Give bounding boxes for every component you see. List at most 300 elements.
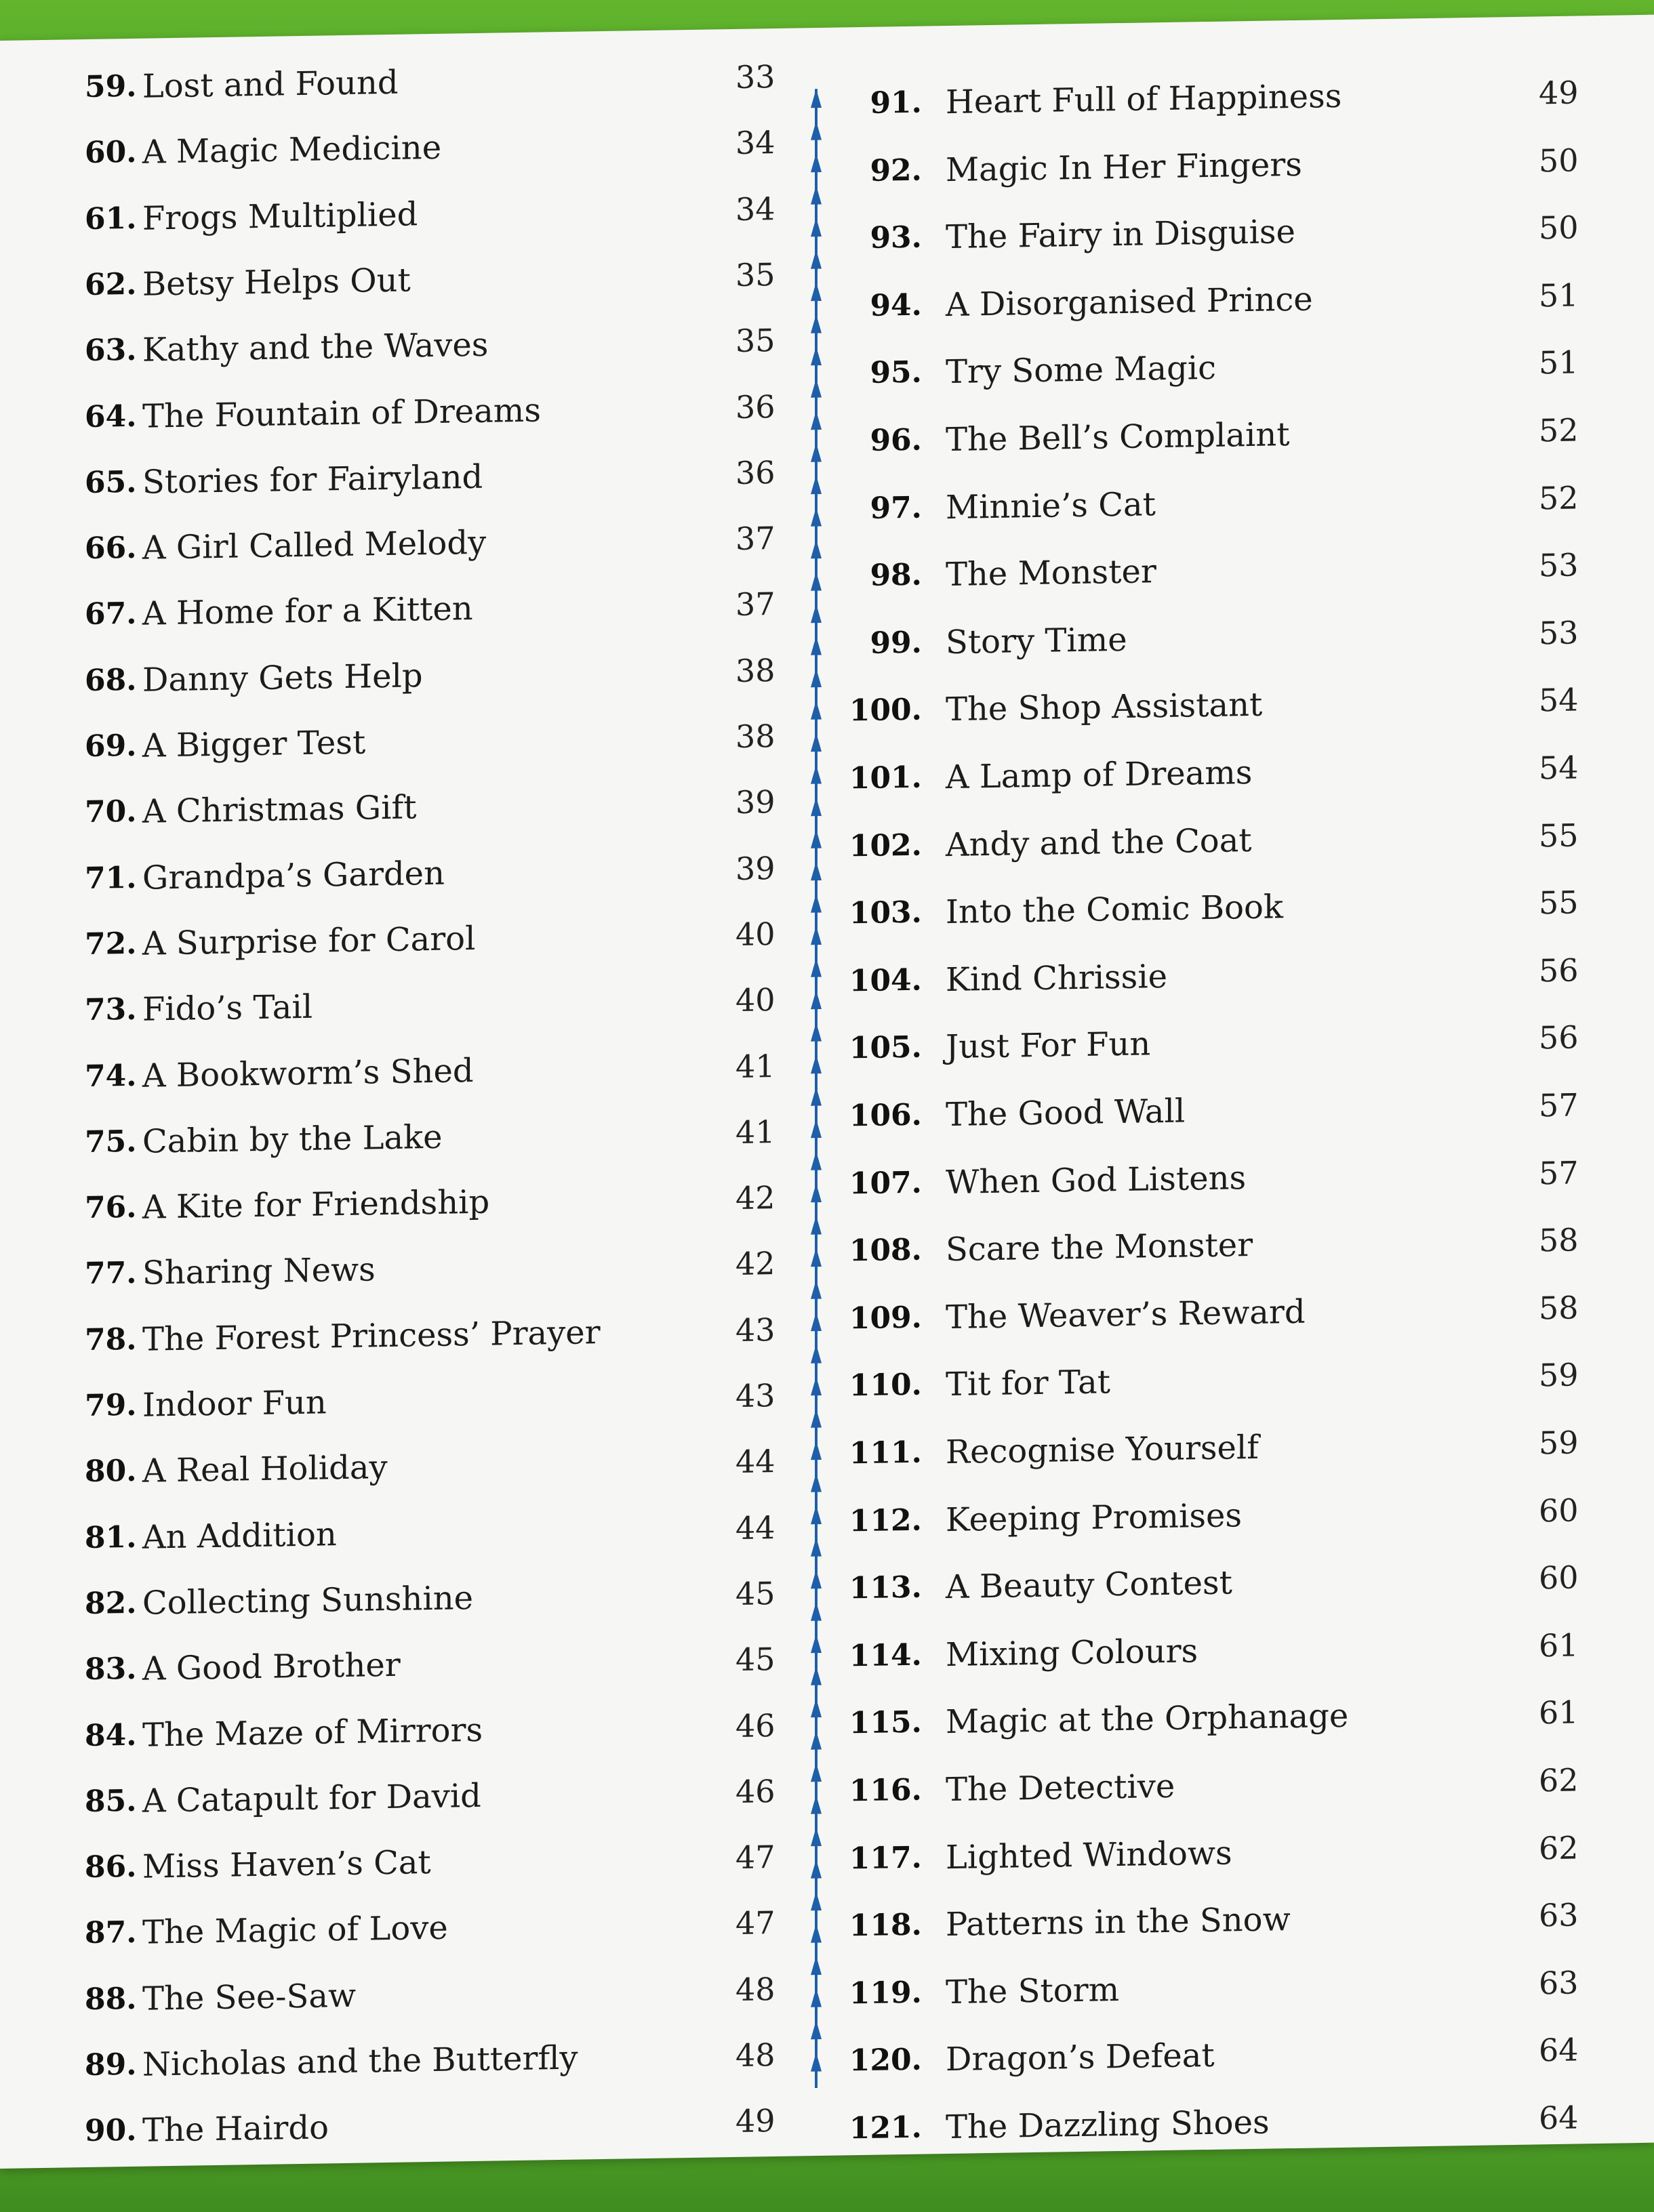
entry-page-number: 62 (1539, 1829, 1579, 1866)
entry-page-number: 56 (1539, 951, 1579, 989)
entry-title: A Beauty Contest (946, 1563, 1232, 1607)
toc-entry (827, 1340, 1654, 1420)
entry-number: 82. (85, 1585, 137, 1621)
entry-number: 114. (849, 1637, 922, 1674)
entry-title: Try Some Magic (946, 349, 1217, 392)
entry-number: 87. (85, 1915, 137, 1951)
entry-number: 91. (870, 85, 922, 121)
entry-page-number: 57 (1539, 1154, 1579, 1191)
entry-number: 69. (85, 728, 137, 764)
entry-number: 110. (849, 1368, 922, 1404)
entry-number: 108. (849, 1232, 922, 1269)
entry-title: Miss Haven’s Cat (142, 1843, 431, 1886)
toc-entry (0, 769, 800, 848)
toc-entry (0, 1955, 800, 2034)
arrowhead-icon (811, 958, 822, 977)
entry-title: The Forest Princess’ Prayer (142, 1313, 601, 1359)
entry-number: 113. (849, 1570, 922, 1606)
entry-title: A Magic Medicine (142, 129, 442, 171)
entry-number: 117. (849, 1840, 922, 1876)
entry-page-number: 59 (1539, 1424, 1579, 1462)
entry-number: 88. (85, 1981, 137, 2017)
entry-page-number: 39 (735, 783, 775, 821)
entry-title: Fido’s Tail (142, 987, 313, 1029)
toc-entry (0, 2087, 800, 2167)
entry-page-number: 47 (735, 1839, 775, 1877)
entry-page-number: 52 (1539, 411, 1579, 449)
entry-number: 109. (849, 1300, 922, 1336)
entry-page-number: 48 (735, 2036, 775, 2074)
arrowhead-icon (811, 1795, 822, 1814)
toc-entry (827, 733, 1654, 813)
entry-title: The Bell’s Complaint (946, 415, 1290, 459)
entry-number: 76. (85, 1189, 137, 1226)
entry-page-number: 40 (735, 981, 775, 1019)
toc-entry (0, 175, 800, 254)
entry-page-number: 49 (1539, 74, 1579, 112)
arrowhead-icon (811, 1601, 822, 1620)
entry-title: A Kite for Friendship (142, 1183, 490, 1227)
entry-page-number: 36 (735, 453, 775, 491)
entry-page-number: 48 (735, 1970, 775, 2008)
entry-number: 78. (85, 1322, 137, 1357)
entry-number: 103. (849, 895, 922, 931)
toc-entry (827, 935, 1654, 1015)
entry-page-number: 42 (735, 1179, 775, 1217)
entry-title: Collecting Sunshine (142, 1578, 474, 1622)
entry-page-number: 56 (1539, 1019, 1579, 1057)
toc-entry (827, 665, 1654, 745)
toc-entry (0, 702, 800, 781)
entry-number: 96. (870, 422, 922, 458)
entry-number: 95. (870, 355, 922, 391)
toc-entry (827, 193, 1654, 272)
entry-page-number: 38 (735, 651, 775, 689)
toc-entry (0, 1032, 800, 1111)
entry-number: 116. (849, 1772, 922, 1809)
entry-title: The See-Saw (142, 1976, 357, 2018)
entry-title: A Real Holiday (142, 1448, 388, 1490)
entry-title: A Good Brother (142, 1645, 401, 1688)
entry-title: Into the Comic Book (946, 888, 1283, 932)
entry-number: 84. (85, 1717, 137, 1753)
entry-page-number: 64 (1539, 2099, 1579, 2137)
entry-page-number: 41 (735, 1113, 775, 1151)
arrowhead-icon (811, 153, 822, 172)
toc-entry (827, 2015, 1654, 2095)
arrowhead-icon (811, 926, 822, 945)
arrowhead-icon (811, 764, 822, 783)
entry-title: Andy and the Coat (946, 821, 1252, 864)
arrowhead-icon (811, 990, 822, 1009)
arrowhead-icon (811, 1054, 822, 1073)
toc-entry (0, 966, 800, 1046)
arrowhead-icon (811, 1312, 822, 1331)
entry-title: Kathy and the Waves (142, 325, 489, 369)
arrowhead-icon (811, 539, 822, 558)
toc-entry (0, 1098, 800, 1177)
toc-entry (827, 1746, 1654, 1825)
toc-entry (827, 1273, 1654, 1352)
toc-entry (0, 1889, 800, 1969)
arrowhead-icon (811, 218, 822, 237)
arrowhead-icon (811, 443, 822, 462)
entry-page-number: 62 (1539, 1761, 1579, 1799)
arrowhead-icon (811, 1344, 822, 1363)
entry-title: The Detective (946, 1767, 1175, 1809)
entry-title: A Catapult for David (142, 1776, 481, 1820)
entry-page-number: 54 (1539, 681, 1579, 719)
entry-page-number: 39 (735, 849, 775, 887)
arrowhead-icon (811, 1376, 822, 1395)
entry-title: Kind Chrissie (946, 957, 1168, 999)
arrowhead-icon (811, 571, 822, 590)
entry-page-number: 61 (1539, 1626, 1579, 1664)
toc-entry (0, 834, 800, 914)
entry-title: Patterns in the Snow (946, 1900, 1291, 1944)
entry-page-number: 64 (1539, 2031, 1579, 2069)
toc-entry (827, 1003, 1654, 1082)
arrowhead-icon (811, 700, 822, 719)
arrowhead-icon (811, 1151, 822, 1170)
contents-right-column (827, 15, 1654, 2156)
entry-page-number: 60 (1539, 1492, 1579, 1529)
entry-page-number: 54 (1539, 749, 1579, 787)
arrowhead-icon (811, 121, 822, 140)
entry-number: 60. (85, 135, 137, 171)
entry-number: 74. (85, 1058, 137, 1094)
entry-title: The Storm (946, 1970, 1120, 2011)
entry-page-number: 58 (1539, 1221, 1579, 1259)
arrowhead-icon (811, 1988, 822, 2007)
arrowhead-icon (811, 1215, 822, 1234)
entry-title: Story Time (946, 620, 1127, 661)
arrowhead-icon (811, 1183, 822, 1202)
entry-title: A Christmas Gift (142, 788, 417, 831)
toc-entry (827, 868, 1654, 947)
toc-entry (827, 260, 1654, 340)
entry-page-number: 45 (735, 1574, 775, 1612)
entry-title: A Home for a Kitten (142, 590, 473, 634)
entry-number: 101. (849, 760, 922, 796)
arrowhead-icon (811, 249, 822, 268)
entry-number: 94. (870, 287, 922, 323)
arrowhead-icon (811, 1923, 822, 1942)
entry-title: Betsy Helps Out (142, 261, 411, 304)
entry-number: 111. (849, 1435, 922, 1471)
entry-title: The Dazzling Shoes (946, 2103, 1270, 2147)
arrowhead-icon (811, 861, 822, 880)
entry-page-number: 52 (1539, 479, 1579, 516)
entry-title: The Magic of Love (142, 1909, 448, 1952)
arrowhead-icon (811, 1408, 822, 1427)
toc-entry (0, 636, 800, 716)
entry-number: 62. (85, 266, 137, 302)
entry-number: 77. (85, 1256, 137, 1292)
toc-entry (827, 598, 1654, 677)
entry-title: Tit for Tat (946, 1363, 1110, 1404)
entry-title: An Addition (142, 1515, 337, 1557)
toc-entry (0, 1164, 800, 1244)
entry-page-number: 55 (1539, 817, 1579, 854)
arrowhead-icon (811, 89, 822, 108)
arrowhead-icon (811, 1537, 822, 1556)
toc-entry (827, 1610, 1654, 1689)
arrowhead-icon (811, 475, 822, 494)
entry-title: The Good Wall (946, 1092, 1186, 1134)
toc-entry (827, 1071, 1654, 1150)
entry-title: Lighted Windows (946, 1834, 1232, 1877)
entry-number: 61. (85, 201, 137, 237)
toc-entry (827, 1948, 1654, 2027)
arrowhead-icon (811, 1473, 822, 1492)
entry-number: 65. (85, 464, 137, 500)
entry-page-number: 44 (735, 1443, 775, 1481)
entry-number: 70. (85, 794, 137, 830)
entry-title: Dragon’s Defeat (946, 2036, 1215, 2079)
toc-entry (0, 1296, 800, 1375)
entry-title: Indoor Fun (142, 1383, 327, 1425)
entry-number: 118. (849, 1907, 922, 1944)
arrowhead-icon (811, 185, 822, 204)
entry-title: Magic In Her Fingers (946, 145, 1302, 189)
entry-number: 64. (85, 398, 137, 434)
toc-entry (0, 2021, 800, 2100)
entry-number: 92. (870, 152, 922, 188)
entry-number: 89. (85, 2047, 137, 2083)
entry-page-number: 46 (735, 1706, 775, 1744)
entry-number: 72. (85, 926, 137, 962)
entry-number: 119. (849, 1975, 922, 2011)
toc-entry (0, 438, 800, 518)
entry-number: 107. (849, 1165, 922, 1201)
entry-number: 112. (849, 1502, 922, 1538)
entry-number: 71. (85, 860, 137, 896)
contents-left-column (0, 28, 800, 2169)
entry-page-number: 47 (735, 1904, 775, 1942)
entry-number: 73. (85, 992, 137, 1028)
entry-page-number: 40 (735, 915, 775, 953)
toc-entry (0, 1757, 800, 1837)
toc-entry (0, 505, 800, 584)
entry-title: A Disorganised Prince (946, 280, 1313, 324)
arrowhead-icon (811, 2052, 822, 2071)
toc-entry (0, 307, 800, 386)
arrowhead-icon (811, 507, 822, 526)
toc-entry (0, 571, 800, 650)
entry-title: Danny Gets Help (142, 656, 423, 699)
arrowhead-icon (811, 893, 822, 912)
entry-page-number: 37 (735, 586, 775, 623)
entry-number: 99. (870, 625, 922, 661)
entry-title: Mixing Colours (946, 1632, 1198, 1674)
arrowhead-icon (811, 1827, 822, 1846)
arrowhead-icon (811, 1279, 822, 1298)
toc-entry (827, 125, 1654, 205)
entry-page-number: 50 (1539, 209, 1579, 247)
entry-number: 79. (85, 1387, 137, 1424)
arrowhead-icon (811, 668, 822, 687)
entry-title: Heart Full of Happiness (946, 77, 1342, 122)
entry-title: Lost and Found (142, 63, 399, 106)
entry-page-number: 35 (735, 322, 775, 360)
entry-page-number: 61 (1539, 1694, 1579, 1732)
entry-title: The Hairdo (142, 2108, 329, 2150)
entry-page-number: 63 (1539, 1896, 1579, 1934)
entry-number: 85. (85, 1783, 137, 1819)
arrowhead-icon (811, 378, 822, 397)
entry-title: Sharing News (142, 1250, 376, 1293)
arrowhead-icon (811, 346, 822, 365)
entry-title: Magic at the Orphanage (946, 1697, 1349, 1742)
entry-title: The Maze of Mirrors (142, 1711, 483, 1755)
entry-page-number: 34 (735, 190, 775, 228)
arrowhead-icon (811, 1763, 822, 1782)
entry-number: 81. (85, 1519, 137, 1555)
entry-number: 106. (849, 1097, 922, 1134)
arrowhead-icon (811, 411, 822, 430)
entry-number: 97. (870, 490, 922, 526)
entry-title: Scare the Monster (946, 1226, 1253, 1269)
toc-entry (0, 1494, 800, 1573)
entry-title: Recognise Yourself (946, 1428, 1259, 1472)
entry-number: 83. (85, 1652, 137, 1687)
toc-entry (827, 1408, 1654, 1488)
toc-entry (827, 1543, 1654, 1622)
arrowhead-icon (811, 1859, 822, 1878)
entry-title: The Fountain of Dreams (142, 390, 541, 436)
toc-entry (0, 1692, 800, 1771)
entry-page-number: 58 (1539, 1289, 1579, 1327)
entry-page-number: 49 (735, 2102, 775, 2140)
entry-page-number: 43 (735, 1377, 775, 1414)
toc-entry (0, 1428, 800, 1507)
entry-number: 121. (849, 2110, 922, 2146)
entry-title: Minnie’s Cat (946, 485, 1156, 527)
entry-number: 86. (85, 1849, 137, 1885)
entry-number: 105. (849, 1030, 922, 1066)
toc-entry (827, 1678, 1654, 1757)
arrowhead-icon (811, 1891, 822, 1910)
toc-entry (827, 2083, 1654, 2163)
entry-page-number: 53 (1539, 614, 1579, 652)
entry-title: The Monster (946, 552, 1156, 594)
toc-entry (0, 1626, 800, 1705)
entry-page-number: 46 (735, 1772, 775, 1810)
arrowhead-icon (811, 1730, 822, 1749)
entry-page-number: 51 (1539, 276, 1579, 314)
entry-title: Just For Fun (946, 1025, 1151, 1067)
entry-page-number: 60 (1539, 1559, 1579, 1597)
entry-page-number: 35 (735, 255, 775, 293)
entry-title: A Bookworm’s Shed (142, 1051, 474, 1095)
arrowhead-icon (811, 282, 822, 301)
arrowhead-icon (811, 1441, 822, 1460)
arrowhead-icon (811, 797, 822, 816)
toc-entry (827, 1206, 1654, 1285)
entry-page-number: 51 (1539, 344, 1579, 382)
entry-page-number: 43 (735, 1311, 775, 1349)
entry-page-number: 53 (1539, 546, 1579, 584)
entry-number: 67. (85, 596, 137, 632)
arrowhead-icon (811, 604, 822, 623)
arrowhead-icon (811, 636, 822, 655)
toc-entry (0, 1230, 800, 1309)
arrowhead-icon (811, 829, 822, 848)
toc-entry (0, 1361, 800, 1441)
entry-title: A Bigger Test (142, 723, 366, 765)
arrowhead-icon (811, 1119, 822, 1138)
entry-page-number: 57 (1539, 1086, 1579, 1124)
arrowhead-icon (811, 314, 822, 333)
entry-page-number: 38 (735, 718, 775, 755)
toc-entry (827, 463, 1654, 542)
toc-entry (827, 1138, 1654, 1217)
entry-page-number: 34 (735, 124, 775, 162)
entry-title: The Shop Assistant (946, 686, 1263, 729)
entry-number: 98. (870, 557, 922, 594)
entry-number: 80. (85, 1454, 137, 1490)
entry-page-number: 44 (735, 1509, 775, 1547)
arrow-divider-icon (805, 89, 827, 2089)
arrowhead-icon (811, 733, 822, 752)
arrowhead-icon (811, 1956, 822, 1975)
toc-entry (0, 109, 800, 188)
entry-title: When God Listens (946, 1158, 1247, 1202)
entry-number: 59. (85, 68, 137, 105)
arrowhead-icon (811, 1505, 822, 1524)
toc-entry (827, 396, 1654, 475)
entry-title: Nicholas and the Butterfly (142, 2039, 578, 2084)
entry-number: 75. (85, 1124, 137, 1160)
entry-title: A Lamp of Dreams (946, 753, 1253, 797)
toc-entry (827, 58, 1654, 138)
toc-entry (827, 328, 1654, 407)
toc-entry (827, 1475, 1654, 1555)
entry-number: 63. (85, 333, 137, 369)
contents-page (0, 15, 1654, 2169)
entry-page-number: 50 (1539, 142, 1579, 179)
toc-entry (827, 1881, 1654, 1960)
toc-entry (0, 43, 800, 122)
entry-title: Grandpa’s Garden (142, 854, 445, 897)
toc-entry (0, 1824, 800, 1903)
entry-title: A Surprise for Carol (142, 919, 476, 963)
toc-entry (827, 800, 1654, 880)
entry-page-number: 41 (735, 1047, 775, 1085)
entry-page-number: 45 (735, 1641, 775, 1679)
entry-page-number: 37 (735, 520, 775, 558)
arrowhead-icon (811, 2020, 822, 2039)
arrowhead-icon (811, 1086, 822, 1105)
arrowhead-icon (811, 1666, 822, 1685)
entry-title: The Weaver’s Reward (946, 1292, 1306, 1336)
entry-title: Keeping Promises (946, 1496, 1243, 1539)
entry-number: 120. (849, 2043, 922, 2078)
toc-entry (0, 900, 800, 979)
entry-number: 93. (870, 220, 922, 256)
entry-title: Stories for Fairyland (142, 457, 483, 501)
entry-title: Frogs Multiplied (142, 194, 418, 238)
entry-number: 104. (849, 962, 922, 999)
entry-number: 68. (85, 662, 137, 698)
entry-number: 115. (849, 1705, 922, 1741)
toc-entry (827, 1813, 1654, 1892)
entry-page-number: 42 (735, 1245, 775, 1283)
arrow-divider (815, 89, 818, 2088)
entry-title: The Fairy in Disguise (946, 213, 1295, 257)
arrowhead-icon (811, 1698, 822, 1717)
